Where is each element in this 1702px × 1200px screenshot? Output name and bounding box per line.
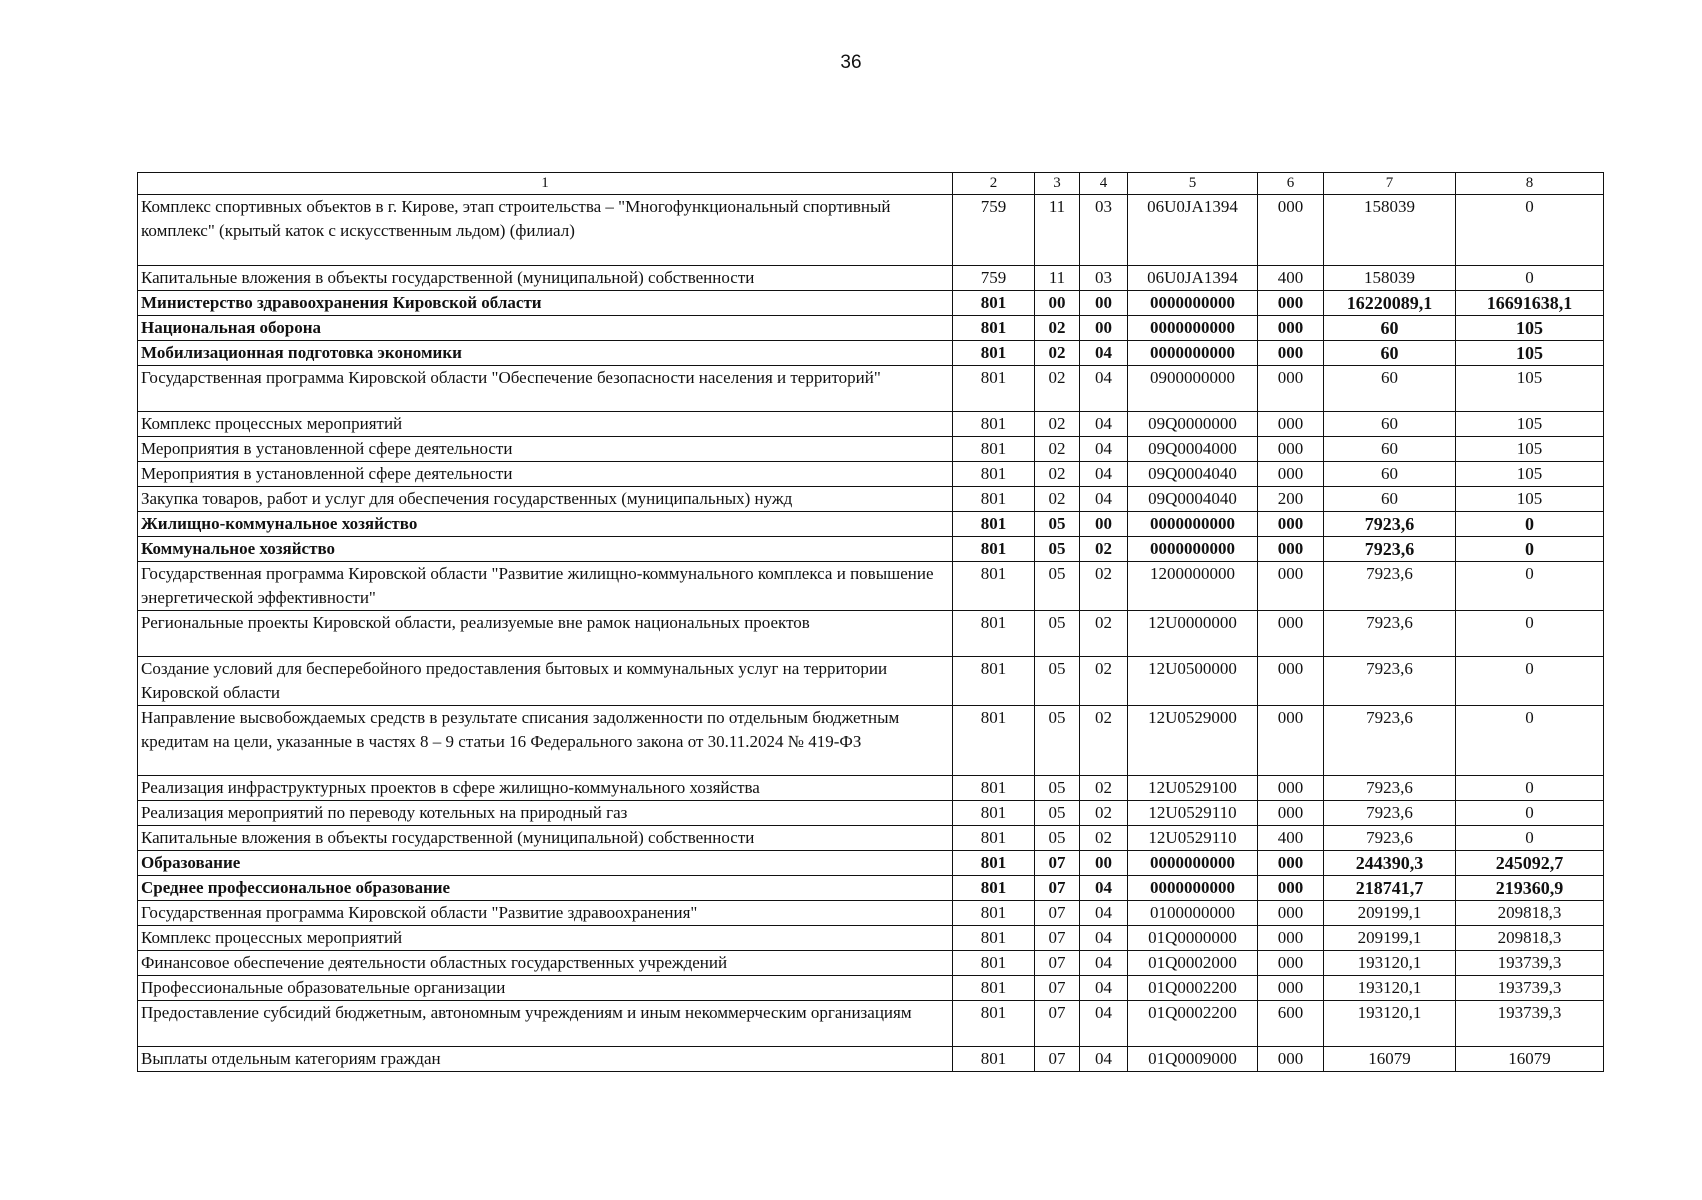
cell-ministry-code: 801 xyxy=(953,341,1035,366)
cell-amount-col7: 209199,1 xyxy=(1324,901,1456,926)
row-name: Реализация инфраструктурных проектов в сфере жилищно-коммунального хозяйства xyxy=(138,776,953,801)
cell-amount-col7: 16220089,1 xyxy=(1324,291,1456,316)
cell-amount-col8: 0 xyxy=(1456,562,1604,611)
cell-target-article: 06U0JA1394 xyxy=(1128,266,1258,291)
row-name: Жилищно-коммунальное хозяйство xyxy=(138,512,953,537)
cell-subsection: 02 xyxy=(1080,826,1128,851)
cell-amount-col8: 0 xyxy=(1456,657,1604,706)
cell-amount-col8: 219360,9 xyxy=(1456,876,1604,901)
cell-target-article: 0900000000 xyxy=(1128,366,1258,412)
cell-amount-col8: 0 xyxy=(1456,266,1604,291)
cell-subsection: 04 xyxy=(1080,412,1128,437)
cell-subsection: 04 xyxy=(1080,976,1128,1001)
cell-ministry-code: 801 xyxy=(953,562,1035,611)
cell-subsection: 04 xyxy=(1080,901,1128,926)
cell-section: 07 xyxy=(1035,901,1080,926)
cell-ministry-code: 801 xyxy=(953,901,1035,926)
cell-amount-col8: 105 xyxy=(1456,412,1604,437)
table-row xyxy=(138,851,1604,876)
cell-amount-col8: 0 xyxy=(1456,706,1604,776)
row-name: Капитальные вложения в объекты государственной (муниципальной) собственности xyxy=(138,826,953,851)
cell-expense-type: 000 xyxy=(1258,926,1324,951)
table-row xyxy=(138,706,1604,776)
cell-target-article: 0000000000 xyxy=(1128,537,1258,562)
cell-target-article: 09Q0004040 xyxy=(1128,462,1258,487)
cell-subsection: 02 xyxy=(1080,801,1128,826)
table-row xyxy=(138,341,1604,366)
cell-expense-type: 000 xyxy=(1258,412,1324,437)
row-name: Реализация мероприятий по переводу котельных на природный газ xyxy=(138,801,953,826)
row-name: Национальная оборона xyxy=(138,316,953,341)
cell-section: 00 xyxy=(1035,291,1080,316)
cell-subsection: 04 xyxy=(1080,341,1128,366)
cell-expense-type: 000 xyxy=(1258,316,1324,341)
cell-expense-type: 400 xyxy=(1258,826,1324,851)
cell-section: 05 xyxy=(1035,562,1080,611)
cell-subsection: 04 xyxy=(1080,926,1128,951)
table-body xyxy=(138,173,1604,1072)
cell-ministry-code: 801 xyxy=(953,487,1035,512)
cell-amount-col8: 245092,7 xyxy=(1456,851,1604,876)
table-row xyxy=(138,611,1604,657)
cell-amount-col7: 158039 xyxy=(1324,266,1456,291)
cell-amount-col7: 7923,6 xyxy=(1324,826,1456,851)
cell-amount-col7: 60 xyxy=(1324,316,1456,341)
cell-amount-col7: 16079 xyxy=(1324,1047,1456,1072)
cell-expense-type: 000 xyxy=(1258,195,1324,266)
cell-amount-col8: 0 xyxy=(1456,801,1604,826)
cell-expense-type: 000 xyxy=(1258,537,1324,562)
cell-target-article: 1200000000 xyxy=(1128,562,1258,611)
row-name: Среднее профессиональное образование xyxy=(138,876,953,901)
cell-ministry-code: 801 xyxy=(953,706,1035,776)
cell-subsection: 02 xyxy=(1080,611,1128,657)
cell-ministry-code: 801 xyxy=(953,437,1035,462)
cell-expense-type: 000 xyxy=(1258,341,1324,366)
row-name: Комплекс процессных мероприятий xyxy=(138,926,953,951)
table-row xyxy=(138,876,1604,901)
row-name: Государственная программа Кировской области "Развитие жилищно-коммунального комплекса и повышение энергетической эффективности" xyxy=(138,562,953,611)
row-name: Мероприятия в установленной сфере деятельности xyxy=(138,462,953,487)
cell-expense-type: 000 xyxy=(1258,976,1324,1001)
cell-ministry-code: 801 xyxy=(953,1001,1035,1047)
cell-ministry-code: 759 xyxy=(953,266,1035,291)
cell-ministry-code: 801 xyxy=(953,412,1035,437)
cell-section: 07 xyxy=(1035,951,1080,976)
cell-ministry-code: 801 xyxy=(953,976,1035,1001)
row-name: Региональные проекты Кировской области, реализуемые вне рамок национальных проектов xyxy=(138,611,953,657)
table-row xyxy=(138,657,1604,706)
cell-target-article: 12U0529110 xyxy=(1128,826,1258,851)
cell-amount-col8: 105 xyxy=(1456,341,1604,366)
cell-target-article: 01Q0002200 xyxy=(1128,976,1258,1001)
cell-expense-type: 000 xyxy=(1258,562,1324,611)
cell-section: 05 xyxy=(1035,611,1080,657)
cell-subsection: 04 xyxy=(1080,1047,1128,1072)
row-name: Образование xyxy=(138,851,953,876)
row-name: Выплаты отдельным категориям граждан xyxy=(138,1047,953,1072)
cell-subsection: 04 xyxy=(1080,951,1128,976)
cell-subsection: 04 xyxy=(1080,876,1128,901)
row-name: Направление высвобождаемых средств в результате списания задолженности по отдельным бюджетным кредитам на цели, указанные в частях 8 – 9 статьи 16 Федерального закона от 30.11.2024 № 419-ФЗ xyxy=(138,706,953,776)
column-number-header-row xyxy=(138,173,1604,195)
row-name: Комплекс процессных мероприятий xyxy=(138,412,953,437)
table-row xyxy=(138,512,1604,537)
cell-ministry-code: 801 xyxy=(953,876,1035,901)
row-name: Государственная программа Кировской области "Обеспечение безопасности населения и территорий" xyxy=(138,366,953,412)
cell-expense-type: 000 xyxy=(1258,611,1324,657)
row-name: Государственная программа Кировской области "Развитие здравоохранения" xyxy=(138,901,953,926)
row-name: Создание условий для бесперебойного предоставления бытовых и коммунальных услуг на территории Кировской области xyxy=(138,657,953,706)
cell-section: 02 xyxy=(1035,366,1080,412)
cell-ministry-code: 801 xyxy=(953,512,1035,537)
cell-target-article: 0000000000 xyxy=(1128,876,1258,901)
cell-subsection: 02 xyxy=(1080,706,1128,776)
cell-amount-col7: 60 xyxy=(1324,437,1456,462)
cell-amount-col8: 0 xyxy=(1456,537,1604,562)
column-number: 6 xyxy=(1258,173,1324,195)
row-name: Коммунальное хозяйство xyxy=(138,537,953,562)
cell-ministry-code: 759 xyxy=(953,195,1035,266)
cell-expense-type: 000 xyxy=(1258,657,1324,706)
cell-amount-col7: 7923,6 xyxy=(1324,657,1456,706)
cell-target-article: 12U0529110 xyxy=(1128,801,1258,826)
row-name: Мобилизационная подготовка экономики xyxy=(138,341,953,366)
cell-target-article: 01Q0009000 xyxy=(1128,1047,1258,1072)
cell-amount-col8: 105 xyxy=(1456,487,1604,512)
cell-amount-col7: 193120,1 xyxy=(1324,976,1456,1001)
cell-section: 05 xyxy=(1035,657,1080,706)
cell-section: 05 xyxy=(1035,801,1080,826)
cell-ministry-code: 801 xyxy=(953,291,1035,316)
cell-target-article: 09Q0000000 xyxy=(1128,412,1258,437)
column-number: 1 xyxy=(138,173,953,195)
table-row xyxy=(138,537,1604,562)
table-row xyxy=(138,366,1604,412)
cell-amount-col8: 105 xyxy=(1456,462,1604,487)
cell-section: 02 xyxy=(1035,341,1080,366)
cell-amount-col7: 7923,6 xyxy=(1324,537,1456,562)
cell-expense-type: 000 xyxy=(1258,366,1324,412)
cell-section: 05 xyxy=(1035,826,1080,851)
cell-section: 02 xyxy=(1035,487,1080,512)
cell-amount-col7: 60 xyxy=(1324,412,1456,437)
cell-target-article: 06U0JA1394 xyxy=(1128,195,1258,266)
table-row xyxy=(138,316,1604,341)
row-name: Предоставление субсидий бюджетным, автономным учреждениям и иным некоммерческим организациям xyxy=(138,1001,953,1047)
cell-amount-col8: 209818,3 xyxy=(1456,901,1604,926)
cell-amount-col7: 158039 xyxy=(1324,195,1456,266)
cell-section: 02 xyxy=(1035,437,1080,462)
cell-target-article: 01Q0000000 xyxy=(1128,926,1258,951)
cell-subsection: 02 xyxy=(1080,562,1128,611)
cell-amount-col8: 105 xyxy=(1456,366,1604,412)
cell-expense-type: 000 xyxy=(1258,512,1324,537)
cell-amount-col7: 7923,6 xyxy=(1324,562,1456,611)
cell-expense-type: 000 xyxy=(1258,876,1324,901)
cell-amount-col7: 209199,1 xyxy=(1324,926,1456,951)
cell-amount-col7: 7923,6 xyxy=(1324,776,1456,801)
cell-subsection: 00 xyxy=(1080,512,1128,537)
cell-ministry-code: 801 xyxy=(953,951,1035,976)
table-row xyxy=(138,801,1604,826)
cell-amount-col7: 60 xyxy=(1324,366,1456,412)
cell-expense-type: 000 xyxy=(1258,901,1324,926)
cell-amount-col8: 0 xyxy=(1456,611,1604,657)
cell-amount-col8: 0 xyxy=(1456,776,1604,801)
table-row xyxy=(138,976,1604,1001)
cell-subsection: 03 xyxy=(1080,266,1128,291)
table-row xyxy=(138,437,1604,462)
cell-ministry-code: 801 xyxy=(953,826,1035,851)
cell-subsection: 04 xyxy=(1080,437,1128,462)
cell-subsection: 04 xyxy=(1080,462,1128,487)
cell-section: 05 xyxy=(1035,537,1080,562)
cell-ministry-code: 801 xyxy=(953,926,1035,951)
cell-subsection: 02 xyxy=(1080,537,1128,562)
cell-expense-type: 000 xyxy=(1258,462,1324,487)
cell-subsection: 02 xyxy=(1080,776,1128,801)
cell-target-article: 12U0529100 xyxy=(1128,776,1258,801)
cell-amount-col7: 60 xyxy=(1324,341,1456,366)
cell-section: 02 xyxy=(1035,412,1080,437)
cell-amount-col7: 193120,1 xyxy=(1324,951,1456,976)
cell-amount-col7: 244390,3 xyxy=(1324,851,1456,876)
cell-target-article: 01Q0002000 xyxy=(1128,951,1258,976)
cell-section: 02 xyxy=(1035,316,1080,341)
cell-section: 11 xyxy=(1035,195,1080,266)
cell-ministry-code: 801 xyxy=(953,537,1035,562)
cell-target-article: 12U0500000 xyxy=(1128,657,1258,706)
cell-ministry-code: 801 xyxy=(953,1047,1035,1072)
row-name: Мероприятия в установленной сфере деятельности xyxy=(138,437,953,462)
table-row xyxy=(138,195,1604,266)
cell-expense-type: 000 xyxy=(1258,1047,1324,1072)
cell-target-article: 0000000000 xyxy=(1128,512,1258,537)
cell-expense-type: 200 xyxy=(1258,487,1324,512)
table-row xyxy=(138,901,1604,926)
table-row xyxy=(138,1047,1604,1072)
cell-target-article: 0000000000 xyxy=(1128,341,1258,366)
table-row xyxy=(138,1001,1604,1047)
cell-expense-type: 000 xyxy=(1258,706,1324,776)
cell-amount-col8: 16079 xyxy=(1456,1047,1604,1072)
cell-target-article: 0000000000 xyxy=(1128,291,1258,316)
cell-expense-type: 000 xyxy=(1258,951,1324,976)
table-row xyxy=(138,826,1604,851)
cell-amount-col8: 105 xyxy=(1456,316,1604,341)
cell-section: 07 xyxy=(1035,926,1080,951)
cell-amount-col8: 0 xyxy=(1456,826,1604,851)
table-row xyxy=(138,266,1604,291)
cell-ministry-code: 801 xyxy=(953,316,1035,341)
cell-expense-type: 000 xyxy=(1258,776,1324,801)
cell-amount-col8: 209818,3 xyxy=(1456,926,1604,951)
cell-subsection: 02 xyxy=(1080,657,1128,706)
cell-amount-col7: 193120,1 xyxy=(1324,1001,1456,1047)
row-name: Капитальные вложения в объекты государственной (муниципальной) собственности xyxy=(138,266,953,291)
cell-amount-col7: 7923,6 xyxy=(1324,706,1456,776)
cell-amount-col8: 193739,3 xyxy=(1456,976,1604,1001)
cell-ministry-code: 801 xyxy=(953,851,1035,876)
cell-expense-type: 000 xyxy=(1258,437,1324,462)
cell-subsection: 04 xyxy=(1080,1001,1128,1047)
cell-amount-col8: 105 xyxy=(1456,437,1604,462)
table-row xyxy=(138,562,1604,611)
cell-subsection: 03 xyxy=(1080,195,1128,266)
cell-amount-col8: 16691638,1 xyxy=(1456,291,1604,316)
column-number: 3 xyxy=(1035,173,1080,195)
cell-ministry-code: 801 xyxy=(953,611,1035,657)
table-row xyxy=(138,291,1604,316)
table-row xyxy=(138,462,1604,487)
cell-target-article: 0000000000 xyxy=(1128,851,1258,876)
cell-section: 07 xyxy=(1035,851,1080,876)
table-row xyxy=(138,776,1604,801)
cell-section: 07 xyxy=(1035,876,1080,901)
table-row xyxy=(138,487,1604,512)
budget-table xyxy=(137,172,1604,1072)
column-number: 4 xyxy=(1080,173,1128,195)
cell-expense-type: 400 xyxy=(1258,266,1324,291)
cell-section: 02 xyxy=(1035,462,1080,487)
cell-expense-type: 000 xyxy=(1258,801,1324,826)
page-number: 36 xyxy=(840,52,862,73)
cell-ministry-code: 801 xyxy=(953,657,1035,706)
row-name: Финансовое обеспечение деятельности областных государственных учреждений xyxy=(138,951,953,976)
cell-section: 07 xyxy=(1035,1047,1080,1072)
cell-target-article: 0100000000 xyxy=(1128,901,1258,926)
table-row xyxy=(138,412,1604,437)
table-row xyxy=(138,951,1604,976)
cell-amount-col8: 0 xyxy=(1456,195,1604,266)
cell-amount-col8: 0 xyxy=(1456,512,1604,537)
cell-amount-col7: 218741,7 xyxy=(1324,876,1456,901)
cell-subsection: 04 xyxy=(1080,366,1128,412)
cell-amount-col8: 193739,3 xyxy=(1456,951,1604,976)
cell-target-article: 09Q0004000 xyxy=(1128,437,1258,462)
cell-subsection: 00 xyxy=(1080,291,1128,316)
cell-target-article: 01Q0002200 xyxy=(1128,1001,1258,1047)
cell-target-article: 12U0529000 xyxy=(1128,706,1258,776)
column-number: 8 xyxy=(1456,173,1604,195)
column-number: 7 xyxy=(1324,173,1456,195)
cell-amount-col7: 7923,6 xyxy=(1324,512,1456,537)
row-name: Министерство здравоохранения Кировской области xyxy=(138,291,953,316)
row-name: Закупка товаров, работ и услуг для обеспечения государственных (муниципальных) нужд xyxy=(138,487,953,512)
cell-section: 05 xyxy=(1035,706,1080,776)
cell-subsection: 04 xyxy=(1080,487,1128,512)
cell-section: 11 xyxy=(1035,266,1080,291)
cell-ministry-code: 801 xyxy=(953,366,1035,412)
column-number: 5 xyxy=(1128,173,1258,195)
table-row xyxy=(138,926,1604,951)
row-name: Профессиональные образовательные организации xyxy=(138,976,953,1001)
cell-section: 07 xyxy=(1035,976,1080,1001)
cell-amount-col7: 60 xyxy=(1324,462,1456,487)
cell-amount-col7: 7923,6 xyxy=(1324,801,1456,826)
cell-section: 05 xyxy=(1035,512,1080,537)
cell-amount-col7: 60 xyxy=(1324,487,1456,512)
cell-expense-type: 600 xyxy=(1258,1001,1324,1047)
cell-target-article: 12U0000000 xyxy=(1128,611,1258,657)
cell-subsection: 00 xyxy=(1080,316,1128,341)
cell-expense-type: 000 xyxy=(1258,291,1324,316)
row-name: Комплекс спортивных объектов в г. Кирове, этап строительства – "Многофункциональный спортивный комплекс" (крытый каток с искусственным льдом) (филиал) xyxy=(138,195,953,266)
cell-expense-type: 000 xyxy=(1258,851,1324,876)
cell-section: 05 xyxy=(1035,776,1080,801)
cell-subsection: 00 xyxy=(1080,851,1128,876)
cell-ministry-code: 801 xyxy=(953,801,1035,826)
cell-ministry-code: 801 xyxy=(953,462,1035,487)
cell-ministry-code: 801 xyxy=(953,776,1035,801)
cell-target-article: 09Q0004040 xyxy=(1128,487,1258,512)
cell-amount-col7: 7923,6 xyxy=(1324,611,1456,657)
column-number: 2 xyxy=(953,173,1035,195)
cell-section: 07 xyxy=(1035,1001,1080,1047)
cell-target-article: 0000000000 xyxy=(1128,316,1258,341)
cell-amount-col8: 193739,3 xyxy=(1456,1001,1604,1047)
